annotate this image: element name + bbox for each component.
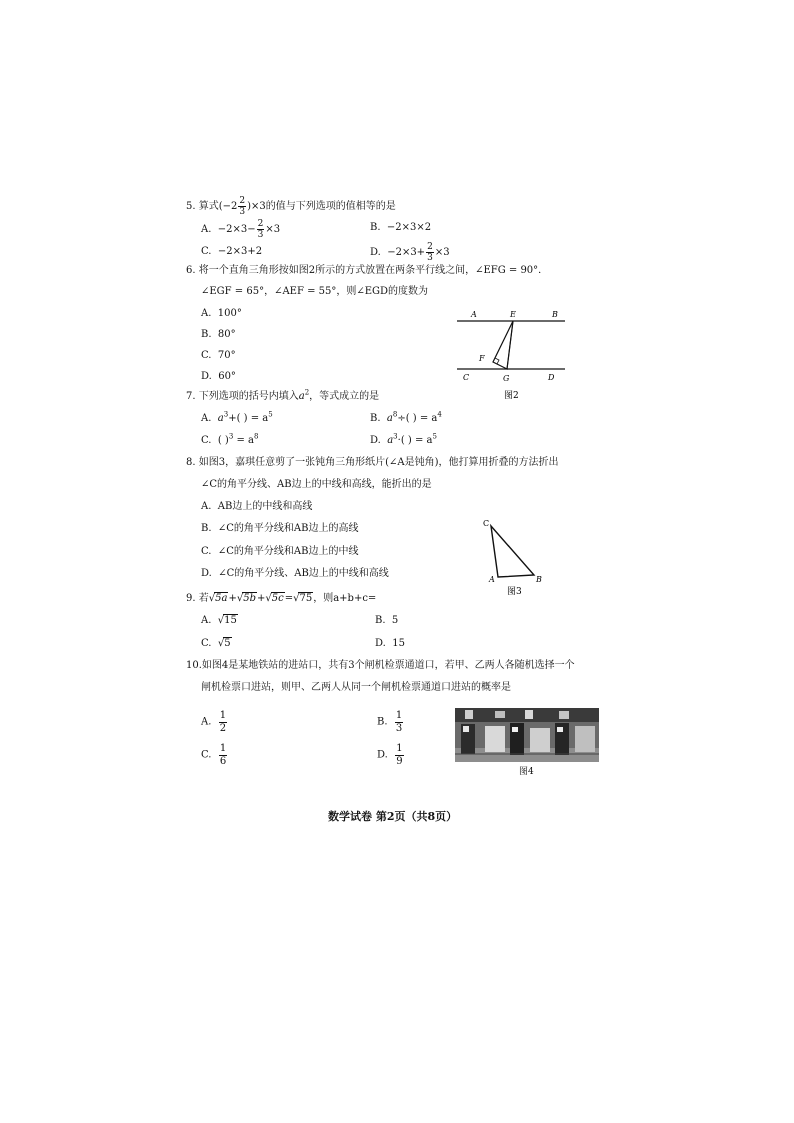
q6-option-a: A. 100°: [201, 308, 242, 319]
q5-stem: 5. 算式(−2 $\frac{2}{3}$ )×3的值与下列选项的值相等的是: [186, 196, 396, 217]
q8-stem-line2: ∠C的角平分线、AB边上的中线和高线，能折出的是: [201, 479, 432, 490]
q10-option-d: D. $\frac{1}{9}$: [377, 743, 403, 767]
q7-stem: 7. 下列选项的括号内填入$a^2$，等式成立的是: [186, 388, 380, 402]
fig2-label-b: B: [552, 310, 558, 319]
page-footer: 数学试卷 第2页（共8页）: [328, 810, 458, 823]
q10-option-c: C. $\frac{1}{6}$: [201, 743, 227, 767]
figure-2-parallel-lines: [452, 306, 572, 406]
q5-stem-fraction: $\frac{2}{3}$: [239, 196, 246, 217]
q7-option-a: A. $a^3+$( ) = $a^5$: [201, 410, 273, 424]
fig3-caption: 图3: [507, 587, 522, 597]
q7-option-b: B. $a^8\div$( ) = $a^4$: [370, 410, 442, 424]
q6-option-b: B. 80°: [201, 329, 236, 340]
q10-option-b: B. $\frac{1}{3}$: [377, 710, 403, 734]
q7-option-c: C. ( )$^3 = a^8$: [201, 432, 259, 446]
q9-stem: 9. 若√5a+√5b+√5c=√75，则a+b+c=: [186, 593, 377, 604]
q5-option-d: D. −2×3+ $\frac{2}{3}$ ×3: [370, 242, 450, 263]
fig2-label-a: A: [471, 310, 477, 319]
q8-stem-line1: 8. 如图3，嘉琪任意剪了一张钝角三角形纸片(∠A是钝角)，他打算用折叠的方法折出: [186, 457, 559, 468]
fig2-caption: 图2: [504, 391, 519, 401]
q10-option-a: A. $\frac{1}{2}$: [201, 710, 227, 734]
q6-option-c: C. 70°: [201, 350, 236, 361]
fig3-label-b: B: [536, 575, 542, 584]
q6-stem-line2: ∠EGF = 65°，∠AEF = 55°，则∠EGD的度数为: [201, 286, 429, 297]
fig2-label-g: G: [503, 374, 510, 383]
fig3-label-a: A: [489, 575, 495, 584]
q8-option-c: C. ∠C的角平分线和AB边上的中线: [201, 546, 359, 557]
figure-3-obtuse-triangle: [478, 516, 548, 598]
fig2-label-d: D: [548, 373, 555, 382]
q6-stem-line1: 6. 将一个直角三角形按如图2所示的方式放置在两条平行线之间，∠EFG = 90°．: [186, 265, 549, 276]
q9-option-a: A. √15: [201, 615, 237, 626]
fig4-caption: 图4: [519, 767, 534, 777]
q5-option-c: C. −2×3+2: [201, 246, 263, 257]
q8-option-d: D. ∠C的角平分线、AB边上的中线和高线: [201, 568, 389, 579]
q9-option-b: B. 5: [375, 615, 399, 626]
q5-option-b: B. −2×3×2: [370, 222, 432, 233]
q8-option-b: B. ∠C的角平分线和AB边上的高线: [201, 523, 359, 534]
fig2-label-f: F: [479, 354, 485, 363]
q5-option-a: A. −2×3− $\frac{2}{3}$ ×3: [201, 219, 281, 240]
q8-option-a: A. AB边上的中线和高线: [201, 501, 313, 512]
fig3-label-c: C: [483, 519, 490, 528]
fig2-label-c: C: [463, 373, 470, 382]
q9-option-d: D. 15: [375, 638, 405, 649]
q7-option-d: D. $a^3\cdot$( ) = $a^5$: [370, 432, 437, 446]
figure-4-metro-gates-photo: [455, 708, 599, 762]
q9-option-c: C. √5: [201, 638, 231, 649]
q10-stem-line2: 闸机检票口进站，则甲、乙两人从同一个闸机检票通道口进站的概率是: [201, 682, 511, 693]
q10-stem-line1: 10.如图4是某地铁站的进站口，共有3个闸机检票通道口，若甲、乙两人各随机选择一个: [186, 660, 575, 671]
fig2-label-e: E: [510, 310, 516, 319]
q6-option-d: D. 60°: [201, 371, 236, 382]
